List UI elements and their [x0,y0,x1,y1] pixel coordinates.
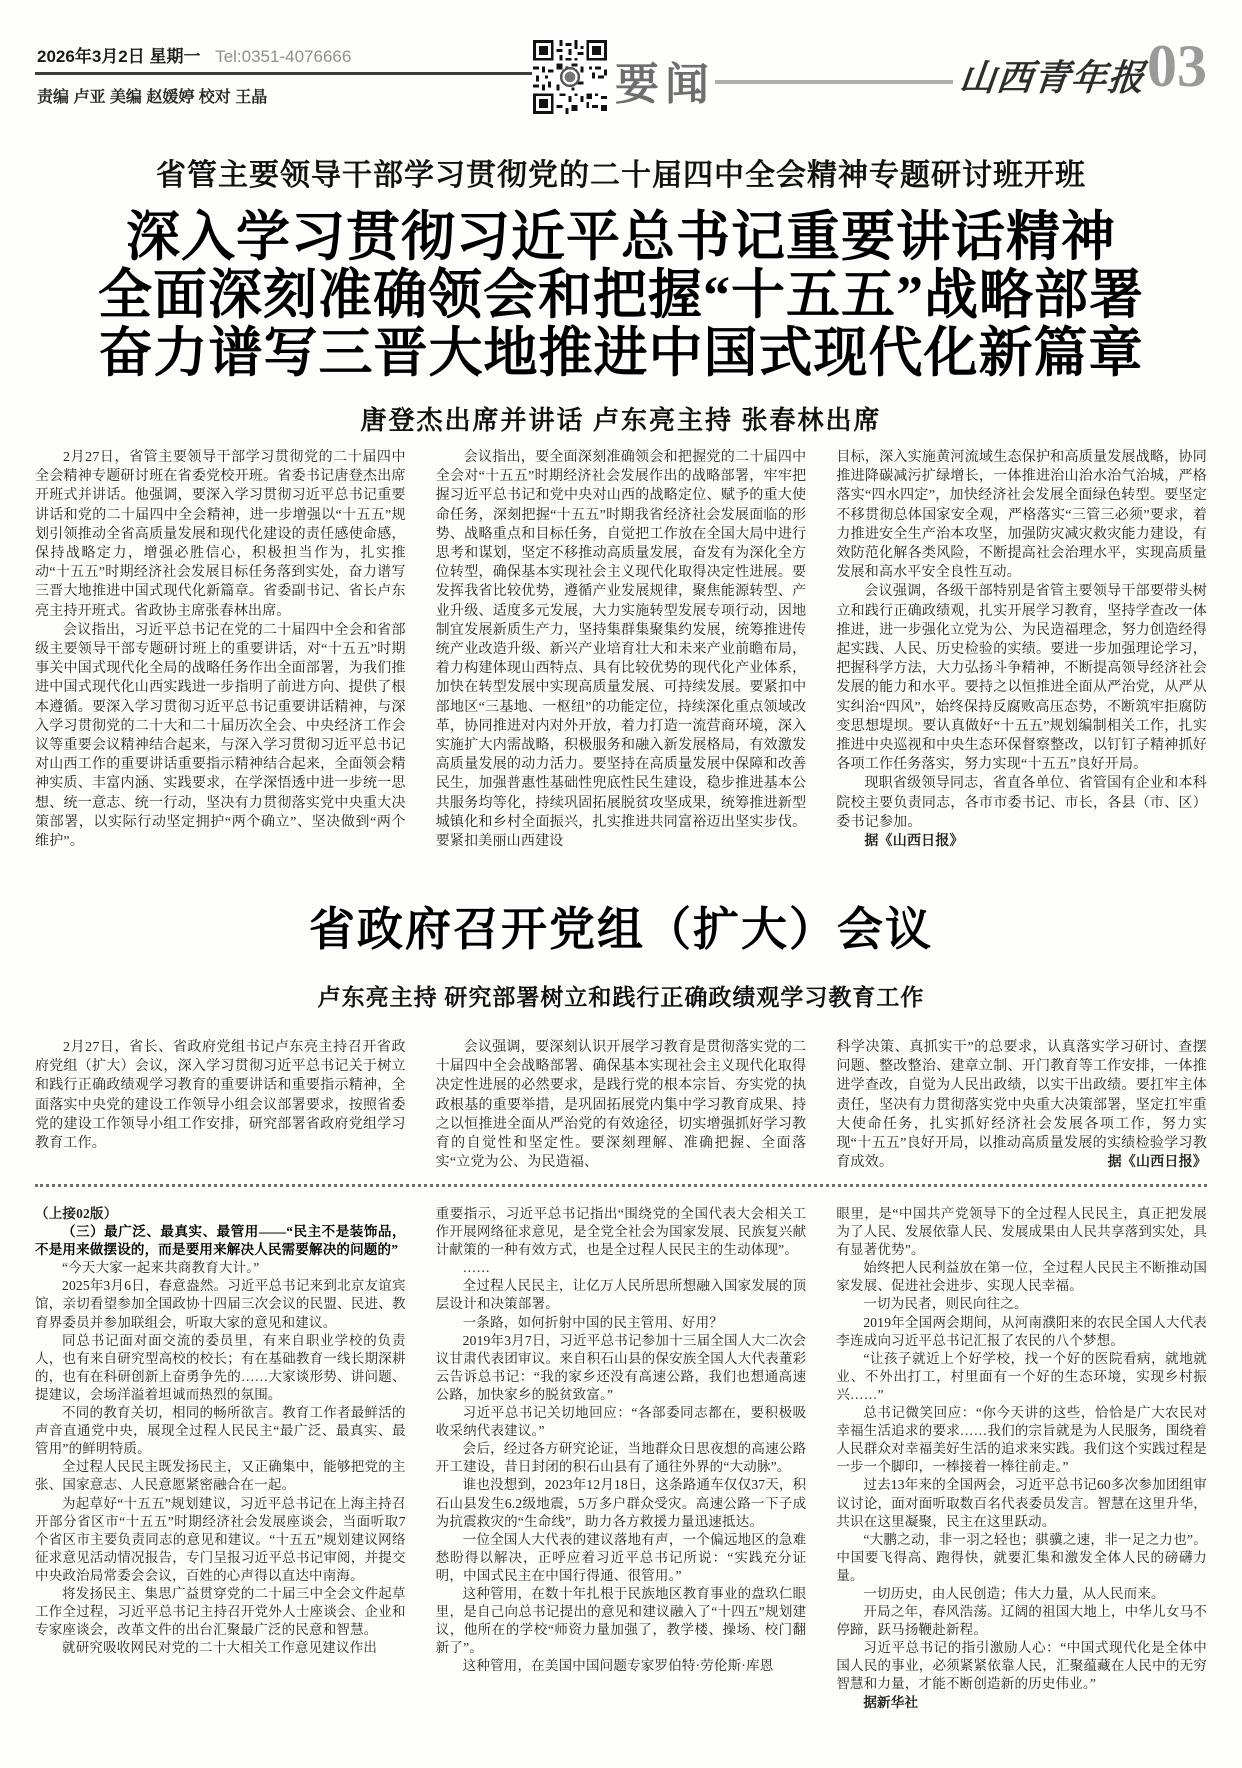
paragraph: 习近平总书记关切地回应：“各部委同志都在，要积极吸收采纳代表建议。” [435,1405,807,1439]
paragraph: 为起草好“十五五”规划建议，习近平总书记在上海主持召开部分省区市“十五五”时期经济社会发展座谈会，当面听取7个省区市主要负责同志的意见和建议。“十五五”规划建议网络征求意见活动情况报告，专门呈报习近平总书记审阅，并提交中央政治局常委会会议，百姓的心声得以直达中南海。 [35,1495,406,1583]
article1-header [35,150,1207,437]
staff-line: 责编 卢亚 美编 赵媛婷 校对 王晶 [37,89,268,106]
paragraph: 会议强调，各级干部特别是省管主要领导干部要带头树立和践行正确政绩观，扎实开展学习教育，坚持学查改一体推进，进一步强化立党为公、为民造福理念，努力创造经得起实践、人民、历史检验的实绩。要进一步加强理论学习，把握科学方法，大力弘扬斗争精神，不断提高领导经济社会发展的能力和水平。要持之以恒推进全面从严治党，从严从实纠治“四风”，始终保持反腐败高压态势，不断筑牢拒腐防变思想堤坝。要认真做好“十五五”规划编制相关工作，扎实推进中央巡视和中央生态环保督察整改，以钉钉子精神抓好各项工作任务落实，努力实现“十五五”良好开局。 [836,584,1208,773]
paragraph: 会议强调，要深刻认识开展学习教育是贯彻落实党的二十届四中全会战略部署、确保基本实现社会主义现代化取得决定性进展的必然要求，是践行党的根本宗旨、夯实党的执政根基的重要举措，是巩固拓展党内集中学习教育成果、持之以恒推进全面从严治党的有效途径，切实增强抓好学习教育的自觉性和坚定性。要深刻理解、准确把握、全面落实“立党为公、为民造福、 [435,1040,807,1171]
article2-source: 据《山西日报》 [1107,1155,1208,1171]
article1-headline-line1: 深入学习贯彻习近平总书记重要讲话精神 [126,207,1116,267]
section-title: 要闻 [615,60,715,109]
paragraph: 现职省级领导同志，省直各单位、省管国有企业和本科院校主要负责同志，各市市委书记、市长，各县（市、区）委书记参加。 [836,776,1208,830]
article2-header [35,893,1207,1012]
article3-column-1 [35,1205,406,1717]
article2-column-1 [35,1038,406,1176]
paragraph: 将发扬民主、集思广益贯穿党的二十届三中全会文件起草工作全过程，习近平总书记主持召开党外人士座谈会、企业和专家座谈会，改革文件的出台汇聚最广泛的民意和智慧。 [35,1585,406,1638]
article2-column-2 [436,1038,807,1176]
qr-code-icon [533,40,607,114]
header-divider-line [715,80,953,84]
article3-source: 据新华社 [863,1694,919,1710]
paragraph-text: 科学决策、真抓实干”的总要求，认真落实学习研讨、查摆问题、整改整治、建章立制、开门教育等工作安排，一体推进学查改，自觉为人民出政绩，以实干出政绩。要扛牢主体责任，坚决有力贯彻落实党中央重大决策部署，坚定扛牢重大使命任务，扎实抓好经济社会发展各项工作，努力实现“十五五”良好开局，以推动高质量发展的实绩检验学习教育成效。 [836,1040,1208,1171]
paragraph: 会议指出，习近平总书记在党的二十届四中全会和省部级主要领导干部专题研讨班上的重要讲话，对“十五五”时期事关中国式现代化全局的战略任务作出全面部署，为我们推进中国式现代化山西实践进一步指明了前进方向、提供了根本遵循。要深入学习贯彻习近平总书记重要讲话精神，与深入学习贯彻党的二十大和二十届历次全会、中央经济工作会议等重要会议精神结合起来，与深入学习贯彻习近平总书记对山西工作的重要讲话重要指示精神结合起来，全面领会精神实质、丰富内涵、实践要求，在学深悟透中进一步统一思想、统一意志、统一行动，坚决有力贯彻落实党中央重大决策部署，以实际行动坚定拥护“两个确立”、坚决做到“两个维护”。 [35,622,406,850]
article1-headline-line2: 全面深刻准确领会和把握“十五五”战略部署 [98,265,1144,325]
paragraph: 重要指示，习近平总书记指出“围绕党的全国代表大会相关工作开展网络征求意见，是全党全社会为国家发展、民族复兴献计献策的一种有效方式，也是全过程人民民主的生动体现”。 [435,1206,807,1258]
article1-column-3 [836,448,1207,872]
dotted-divider [35,1184,1207,1187]
article3-jump-note: （上接02版） [35,1206,118,1221]
header-rule [35,72,532,75]
paragraph: 一条路，如何折射中国的民主管用、好用？ [462,1314,723,1330]
paragraph: 2019年全国两会期间，从河南濮阳来的农民全国人大代表李连成向习近平总书记汇报了农民的八个梦想。 [836,1314,1208,1348]
article1-column-2 [436,448,807,872]
paragraph: 2019年3月7日，习近平总书记参加十三届全国人大二次会议甘肃代表团审议。来自积石山县的保安族全国人大代表董彩云告诉总书记：“我的家乡还没有高速公路，我们也想通高速公路，加快家乡的脱贫致富。” [435,1332,807,1402]
paragraph: 2月27日，省长、省政府党组书记卢东亮主持召开省政府党组（扩大）会议，深入学习贯彻习近平总书记关于树立和践行正确政绩观学习教育的重要讲话和重要指示精神，全面落实中央党的建设工作领导小组会议部署要求，按照省委党的建设工作领导小组工作安排，研究部署省政府党组学习教育工作。 [35,1040,406,1152]
page-number: 03 [1147,33,1207,99]
article2-body [35,1038,1207,1176]
paragraph: 全过程人民民主，让亿万人民所思所想融入国家发展的顶层设计和决策部署。 [435,1278,807,1312]
article1-byline: 唐登杰出席并讲话 卢东亮主持 张春林出席 [360,406,882,435]
tel-number: Tel:0351-4076666 [215,47,352,66]
article1-body [35,448,1207,872]
paragraph: 一切为民者，则民向往之。 [863,1296,1028,1312]
paragraph: 过去13年来的全国两会，习近平总书记60多次参加团组审议讨论，面对面听取数百名代表委员发言。智慧在这里升华，共识在这里凝聚，民主在这里跃动。 [836,1477,1208,1529]
page-header [35,33,1207,122]
paragraph [836,1038,1207,1172]
article1-source: 据《山西日报》 [864,834,964,850]
paragraph: 这种管用，在美国中国问题专家罗伯特·劳伦斯·库恩 [462,1658,774,1674]
article2-headline: 省政府召开党组（扩大）会议 [309,904,933,955]
paragraph: 2月27日，省管主要领导干部学习贯彻党的二十届四中全会精神专题研讨班在省委党校开班。省委书记唐登杰出席开班式并讲话。他强调，要深入学习贯彻习近平总书记重要讲话和党的二十届四中全会精神，进一步增强以“十五五”规划引领推动全省高质量发展和现代化建设的责任感使命感，保持战略定力，增强必胜信心，积极担当作为，扎实推动“十五五”时期经济社会发展目标任务落到实处，奋力谱写三晋大地推进中国式现代化新篇章。省委副书记、省长卢东亮主持开班式。省政协主席张春林出席。 [35,450,406,619]
paragraph: 会议指出，要全面深刻准确领会和把握党的二十届四中全会对“十五五”时期经济社会发展作出的战略部署，牢牢把握习近平总书记和党中央对山西的战略定位、赋予的重大使命任务，深刻把握“十五五”时期我省经济社会发展面临的形势、战略重点和目标任务，自觉把工作放在全国大局中进行思考和谋划，坚定不移推动高质量发展，奋发有为深化全方位转型，确保基本实现社会主义现代化取得决定性进展。要发挥我省比较优势，遵循产业发展规律，聚焦能源转型、产业升级、适度多元发展，大力实施转型发展专项行动，因地制宜发展新质生产力，坚持集群集聚集约发展，统筹推进传统产业改造升级、新兴产业培育壮大和未来产业前瞻布局，着力构建体现山西特点、具有比较优势的现代化产业体系，加快在转型发展中实现高质量发展、可持续发展。要紧扣中部地区“三基地、一枢纽”的功能定位，持续深化重点领域改革，协同推进对内对外开放，着力打造一流营商环境，深入实施扩大内需战略，积极服务和融入新发展格局，有效激发高质量发展的动力活力。要坚持在高质量发展中保障和改善民生，加强普惠性基础性兜底性民生建设，稳步推进基本公共服务均等化，持续巩固拓展脱贫攻坚成果，统筹推进新型城镇化和乡村全面振兴，扎实推进共同富裕迈出坚实步伐。要紧扣美丽山西建设 [435,450,807,850]
date-line [37,42,351,67]
paragraph: “让孩子就近上个好学校，找一个好的医院看病，就地就业、不外出打工，村里面有一个好的生态环境，实现乡村振兴……” [836,1350,1208,1402]
paragraph: 2025年3月6日，春意盎然。习近平总书记来到北京友谊宾馆，亲切看望参加全国政协十四届三次会议的民盟、民进、教育界委员并参加联组会，听取大家的意见和建议。 [35,1278,406,1330]
article1-headline-line3: 奋力谱写三晋大地推进中国式现代化新篇章 [98,323,1144,383]
paragraph: 谁也没想到，2023年12月18日，这条路通车仅仅37天，积石山县发生6.2级地震，5万多户群众受灾。高速公路一下子成为抗震救灾的“生命线”，助力各方救援力量迅速抵达。 [435,1477,807,1529]
paragraph: 一位全国人大代表的建议落地有声，一个偏远地区的急难愁盼得以解决，正呼应着习近平总书记所说：“实践充分证明，中国式民主在中国行得通、很管用。” [435,1531,807,1583]
paragraph: 全过程人民民主既发扬民主，又正确集中，能够把党的主张、国家意志、人民意愿紧密融合在一起。 [35,1459,406,1493]
article2-subtitle: 卢东亮主持 研究部署树立和践行正确政绩观学习教育工作 [317,985,925,1010]
paragraph: 目标，深入实施黄河流域生态保护和高质量发展战略，协同推进降碳减污扩绿增长，一体推进治山治水治气治城，严格落实“四水四定”，加快经济社会发展全面绿色转型。要坚定不移贯彻总体国家安全观，严格落实“三管三必须”要求，着力推进安全生产治本攻坚，加强防灾减灾救灾能力建设，有效防范化解各类风险，不断提高社会治理水平，实现高质量发展和高水平安全良性互动。 [836,450,1208,581]
article3-column-3 [836,1205,1207,1717]
ellipsis-paragraph: …… [462,1260,491,1276]
paragraph: “今天大家一起来共商教育大计。” [62,1260,260,1276]
paragraph: 不同的教育关切，相同的畅所欲言。教育工作者最鲜活的声音直通党中央，展现全过程人民民主“最广泛、最真实、最管用”的鲜明特质。 [35,1405,406,1457]
paragraph: “大鹏之动，非一羽之轻也；骐骥之速，非一足之力也”。中国要飞得高、跑得快，就要汇集和激发全体人民的磅礴力量。 [836,1531,1208,1583]
paragraph: 会后，经过各方研究论证，当地群众日思夜想的高速公路开工建设，昔日封闭的积石山县有了通往外界的“大动脉”。 [435,1441,807,1475]
article1-column-1 [35,448,406,872]
article3-body [35,1205,1207,1717]
paragraph: 眼里，是“中国共产党领导下的全过程人民民主，真正把发展为了人民、发展依靠人民、发展成果由人民共享落到实处，具有显著优势”。 [836,1206,1208,1258]
article1-kicker: 省管主要领导干部学习贯彻党的二十届四中全会精神专题研讨班开班 [156,159,1086,192]
article2-column-3 [836,1038,1207,1176]
paragraph: 始终把人民利益放在第一位，全过程人民民主不断推动国家发展、促进社会进步、实现人民幸福。 [836,1260,1208,1294]
paragraph: 一切历史，由人民创造；伟大力量，从人民而来。 [863,1585,1165,1601]
masthead-title: 山西青年报 [957,58,1147,98]
article3-subhead: （三）最广泛、最真实、最管用——“民主不是装饰品，不是用来做摆设的，而是要用来解决人民需要解决的问题的” [35,1224,406,1258]
paragraph: 总书记微笑回应：“你今天讲的这些，恰恰是广大农民对幸福生活追求的要求……我们的宗旨就是为人民服务，围绕着人民群众对幸福美好生活的追求来实践。我们这个实践过程是一步一个脚印，一棒接着一棒往前走。” [836,1405,1208,1475]
date-text: 2026年3月2日 星期一 [37,47,201,66]
paragraph: 就研究吸收网民对党的二十大相关工作意见建议作出 [62,1640,378,1656]
article3-column-2 [436,1205,807,1717]
paragraph: 这种管用，在数十年扎根于民族地区教育事业的盘玖仁眼里，是自己向总书记提出的意见和建议融入了“十四五”规划建议，他所在的学校“师资力量加强了，教学楼、操场、校门翻新了”。 [435,1585,807,1656]
paragraph: 开局之年，春风浩荡。辽阔的祖国大地上，中华儿女马不停蹄，跃马扬鞭赴新程。 [836,1604,1208,1638]
paragraph: 同总书记面对面交流的委员里，有来自职业学校的负责人，也有来自研究型高校的校长；有在基础教育一线长期深耕的，也有在科研创新上奋勇争先的……大家谈形势、讲问题、提建议，会场洋溢着坦诚而热烈的氛围。 [35,1332,406,1402]
paragraph: 习近平总书记的指引激励人心：“中国式现代化是全体中国人民的事业，必须紧紧依靠人民，汇聚蕴藏在人民中的无穷智慧和力量，才能不断创造新的历史伟业。” [836,1640,1208,1692]
